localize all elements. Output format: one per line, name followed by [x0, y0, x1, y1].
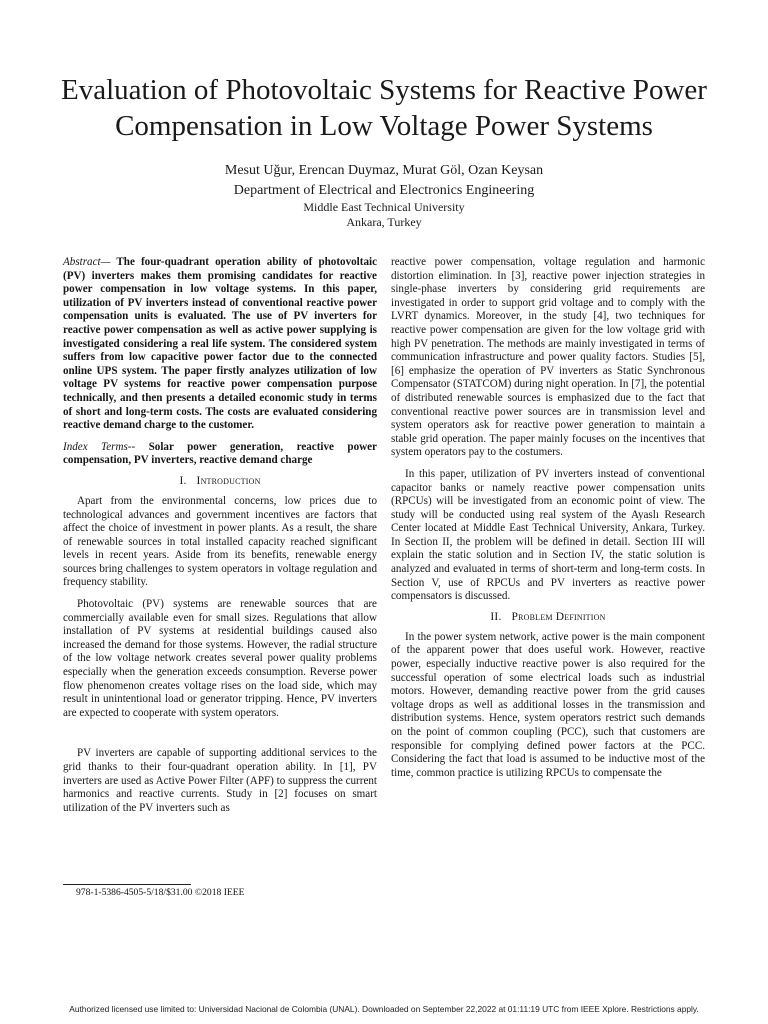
author-city: Ankara, Turkey	[346, 215, 422, 229]
section-title: Problem Definition	[511, 610, 606, 623]
paragraph: Apart from the environmental concerns, low prices due to technological advances and government incentives are factors that affect the choice of investment in power plants. As a result, the share of renewable sources in total installed capacity reached significant levels in recent years. Aside from its benefits, renewable energy sources bring challenges to system operators in voltage regulation and frequency stability.	[63, 494, 377, 589]
section-heading-problem-definition	[391, 610, 705, 624]
index-terms-text: Solar power generation, reactive power compensation, PV inverters, reactive demand charge	[63, 440, 377, 467]
left-column	[63, 256, 377, 815]
author-university: Middle East Technical University	[303, 200, 465, 214]
abstract	[63, 256, 377, 433]
paragraph: Photovoltaic (PV) systems are renewable sources that are commercially available even for small sizes. Regulations that allow installation of PV systems at residential buildings caused also increased the demand for those systems. However, the radial structure of the low voltage network creates several power quality problems especially when the generation exceeds consumption. Reverse power flow phenomenon creates voltage rises on the load side, which may result in unintentional load or generator tripping. Hence, PV inverters are expected to cooperate with system operators.	[63, 598, 377, 719]
copyright-footnote: 978-1-5386-4505-5/18/$31.00 ©2018 IEEE	[76, 887, 245, 898]
paragraph: In this paper, utilization of PV inverters instead of conventional capacitor banks or namely reactive power compensation units (RPCUs) will be investigated from an economic point of view. The study will be conducted using real system of the Ayaslı Research Center located at Middle East Technical University, Ankara, Turkey. In Section II, the problem will be defined in detail. Section III will explain the static solution and in Section IV, the static solution is analyzed and evaluated in terms of short-term and long-term costs. In Section V, use of RPCUs and PV inverters as reactive power compensators is discussed.	[391, 467, 705, 603]
abstract-lead: Abstract—	[63, 256, 111, 268]
footnote-divider	[63, 884, 191, 885]
section-number: I.	[179, 474, 187, 487]
index-terms	[63, 441, 377, 468]
index-terms-lead: Index Terms--	[63, 440, 136, 453]
section-title: Introduction	[196, 474, 261, 487]
paragraph: PV inverters are capable of supporting additional services to the grid thanks to their four-quadrant operation ability. In [1], PV inverters are used as Active Power Filter (APF) to suppress the current harmonics and reactive currents. Study in [2] focuses on smart utilization of the PV inverters such as	[63, 747, 377, 814]
section-heading-introduction	[63, 474, 377, 488]
abstract-text: The four-quadrant operation ability of photovoltaic (PV) inverters makes them promising candidates for reactive power compensation in low voltage systems. In this paper, utilization of PV inverters instead of conventional reactive power compensation units is evaluated. The use of PV inverters for reactive power compensation as well as active power supplying is investigated considering a real life system. The considered system suffers from low capacitive power factor due to the connected online UPS system. The paper firstly analyzes utilization of low voltage PV systems for reactive power compensation purpose technically, and then presents a detailed economic study in terms of short and long-term costs. The costs are evaluated considering reactive demand charge to the customer.	[63, 256, 377, 432]
paper-title: Evaluation of Photovoltaic Systems for Reactive Power Compensation in Low Voltage Power Systems	[61, 74, 707, 142]
author-department: Department of Electrical and Electronics Engineering	[233, 183, 535, 198]
section-number: II.	[490, 610, 502, 623]
paragraph: In the power system network, active power is the main component of the apparent power that does useful work. However, reactive power, especially inductive reactive power is also required for the successful operation of some electrical loads such as industrial motors. However, demanding reactive power from the grid causes voltage drops as well as additional losses in the transmission and distribution systems. Hence, system operators restrict such demands on the point of common coupling (PCC), such that customers are responsible for complying defined power factors at the PCC. Considering the fact that load is assumed to be inductive most of the time, common practice is utilizing RPCUs to compensate the	[391, 630, 705, 779]
right-column	[391, 256, 705, 780]
paragraph: reactive power compensation, voltage regulation and harmonic distortion elimination. In [3], reactive power injection strategies in single-phase inverters by considering grid requirements are investigated in order to support grid voltage and to comply with the LVRT dynamics. Moreover, in the study [4], two techniques for reactive power compensation are given for the low voltage grid with high PV penetration. The methods are mainly investigated in terms of communication infrastructure and power quality factors. Studies [5], [6] emphasize the operation of PV inverters as Static Synchronous Compensator (STATCOM) during night operation. In [7], the potential of distributed renewable sources is emphasized due to the fact that conventional reactive power sources are in transmission level and system operators ask for reactive power generation to maintain a stable grid operation. The paper mainly focuses on the incentives that system operators pay to the costumers.	[391, 256, 705, 459]
license-notice: Authorized licensed use limited to: Universidad Nacional de Colombia (UNAL). Downloaded on September 22,2022 at 01:11:19 UTC from IEEE Xplore. Restrictions apply.	[69, 1004, 699, 1014]
author-list: Mesut Uğur, Erencan Duymaz, Murat Göl, Ozan Keysan	[224, 163, 544, 178]
